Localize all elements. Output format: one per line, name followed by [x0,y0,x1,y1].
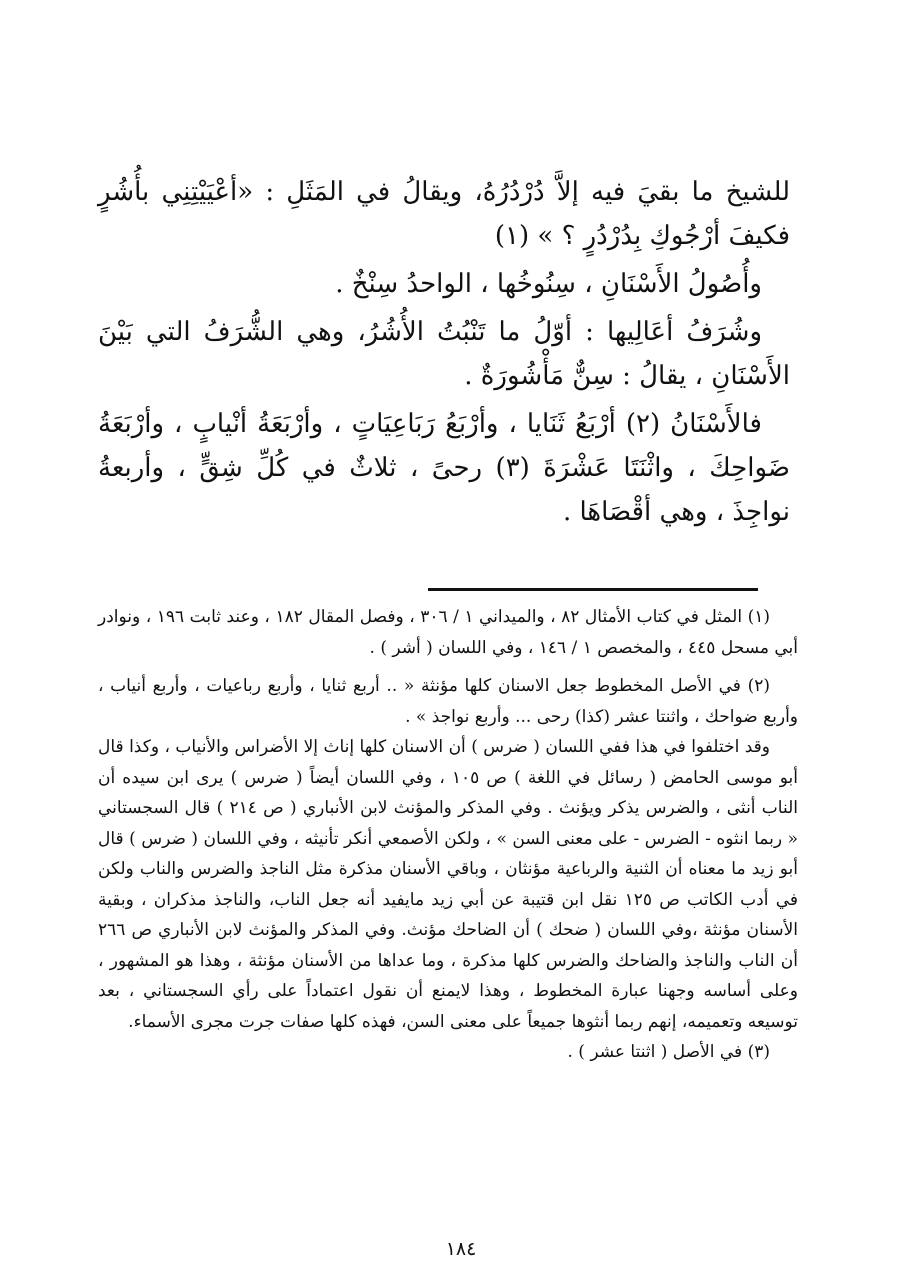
footnotes [98,602,798,1076]
footnote-continuation: وقد اختلفوا في هذا ففي اللسان ( ضرس ) أن الاسنان كلها إناث إلا الأضراس والأنياب ، وكذا قال أبو موسى الحامض ( رسائل في اللغة ) ص ١٠٥ ، وفي اللسان أيضاً ( ضرس ) يرى ابن سيده أن الناب أنثى ، والضرس يذكر ويؤنث . وفي المذكر والمؤنث لابن الأنباري ( ص ٢١٤ ) قال السجستاني « ربما انثوه - الضرس - على معنى السن » ، ولكن الأصمعي أنكر تأنيثه ، وفي اللسان ( ضرس ) قال أبو زيد ما معناه أن الثنية والرباعية مؤنثان ، وباقي الأسنان مذكرة مثل الناجذ والضرس والناب ولكن في أدب الكاتب ص ١٢٥ نقل ابن قتيبة عن أبي زيد مايفيد أنه جعل الناب، والناجذ مذكران ، وبقية الأسنان مؤنثة ،وفي اللسان ( ضحك ) أن الضاحك مؤنث. وفي المذكر والمؤنث لابن الأنباري ص ٢٦٦ أن الناب والناجذ والضاحك والضرس كلها مذكرة ، وما عداها من الأسنان مؤنثة ، وهذا هو المشهور ، وعلى أساسه وجهنا عبارة المخطوط ، وهذا لايمنع أن نقول اعتماداً على رأي السجستاني ، بعد توسيعه وتعميمه، إنهم ربما أنثوها جميعاً على معنى السن، فهذه كلها صفات جرت مجرى الأسماء. [98,737,798,1032]
main-paragraph: للشيخ ما بقيَ فيه إلاَّ دُرْدُرُهُ، ويقالُ في المَثَلِ : «أعْيَيْتِنِي بأُشُرٍ فكيفَ أرْجُوكِ بِدُرْدُرٍ ؟ » (١) [98,177,790,251]
footnote-separator [428,588,758,591]
footnote: (٢) في الأصل المخطوط جعل الاسنان كلها مؤنثة « .. أربع ثنايا ، وأربع رباعيات ، وأربع أنياب ، وأربع ضواحك ، واثنتا عشر (كذا) رحى ... وأربع نواجذ » . [98,676,798,727]
main-text [98,170,790,538]
main-paragraph: وأُصُولُ الأَسْنَانِ ، سِنُوخُها ، الواحدُ سِنْخٌ . [335,269,762,299]
page-number: ١٨٤ [445,1238,477,1260]
main-paragraph: فالأَسْنَانُ (٢) أرْبَعُ ثَنَايا ، وأرْبَعُ رَبَاعِيَاتٍ ، وأرْبَعَةُ أنْيابٍ ، وأرْبَعَةُ ضَواحِكَ ، واثْنَتَا عَشْرَةَ (٣) رحىً ، ثلاثٌ في كُلِّ شِقٍّ ، وأربعةُ نواجِذَ ، وهي أقْصَاهَا . [98,409,790,527]
footnote: (٣) في الأصل ( اثنتا عشر ) . [567,1042,770,1062]
footnote: (١) المثل في كتاب الأمثال ٨٢ ، والميداني ١ / ٣٠٦ ، وفصل المقال ١٨٢ ، وعند ثابت ١٩٦ ، ونوادر أبي مسحل ٤٤٥ ، والمخصص ١ / ١٤٦ ، وفي اللسان ( أشر ) . [98,607,798,658]
main-paragraph: وشُرَفُ أعَالِيها : أوّلُ ما تَنْبُتُ الأُشُرُ، وهي الشُّرَفُ التي بَيْنَ الأَسْنَانِ ، يقالُ : سِنٌّ مَأْشُورَةٌ . [98,317,790,391]
